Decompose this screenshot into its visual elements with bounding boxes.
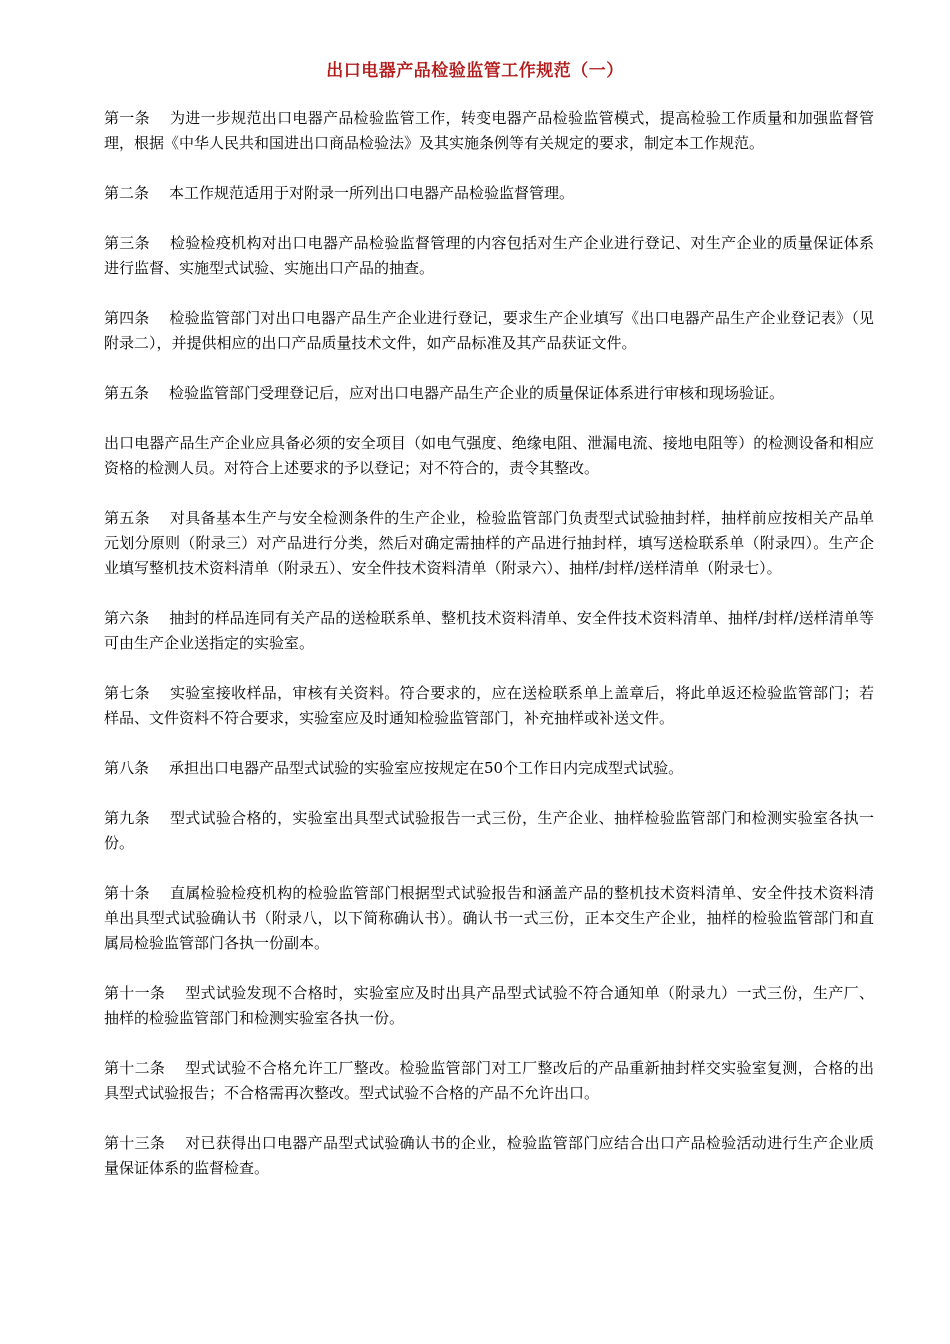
article-label: 第四条 [104,309,150,327]
article-label: 第八条 [104,759,150,777]
article-5 [104,381,874,406]
article-8 [104,756,874,781]
article-5-continuation [104,431,874,481]
article-text: 抽封的样品连同有关产品的送检联系单、整机技术资料清单、安全件技术资料清单、抽样/封样/送样清单等可由生产企业送指定的实验室。 [104,609,874,652]
article-label: 第一条 [104,109,150,127]
document-body [104,106,874,1206]
article-9 [104,806,874,856]
article-11 [104,981,874,1031]
article-7 [104,681,874,731]
article-text: 出口电器产品生产企业应具备必须的安全项目（如电气强度、绝缘电阻、泄漏电流、接地电阻等）的检测设备和相应资格的检测人员。对符合上述要求的予以登记；对不符合的，责令其整改。 [104,434,874,477]
article-text: 承担出口电器产品型式试验的实验室应按规定在50个工作日内完成型式试验。 [169,759,684,777]
article-text: 直属检验检疫机构的检验监管部门根据型式试验报告和涵盖产品的整机技术资料清单、安全件技术资料清单出具型式试验确认书（附录八，以下简称确认书）。确认书一式三份，正本交生产企业，抽样的检验监管部门和直属局检验监管部门各执一份副本。 [104,884,874,952]
article-text: 检验检疫机构对出口电器产品检验监督管理的内容包括对生产企业进行登记、对生产企业的质量保证体系进行监督、实施型式试验、实施出口产品的抽查。 [104,234,874,277]
article-5b [104,506,874,581]
article-3 [104,231,874,281]
article-text: 本工作规范适用于对附录一所列出口电器产品检验监督管理。 [169,184,575,202]
article-6 [104,606,874,656]
article-label: 第十三条 [104,1134,166,1152]
article-1 [104,106,874,156]
article-label: 第三条 [104,234,150,252]
article-text: 实验室接收样品，审核有关资料。符合要求的，应在送检联系单上盖章后，将此单返还检验监管部门；若样品、文件资料不符合要求，实验室应及时通知检验监管部门，补充抽样或补送文件。 [104,684,874,727]
article-text: 型式试验合格的，实验室出具型式试验报告一式三份，生产企业、抽样检验监管部门和检测实验室各执一份。 [104,809,874,852]
article-label: 第十条 [104,884,150,902]
article-label: 第九条 [104,809,150,827]
article-13 [104,1131,874,1181]
article-4 [104,306,874,356]
document-title: 出口电器产品检验监管工作规范（一） [326,61,624,81]
article-text: 检验监管部门对出口电器产品生产企业进行登记，要求生产企业填写《出口电器产品生产企业登记表》（见附录二），并提供相应的出口产品质量技术文件，如产品标准及其产品获证文件。 [104,309,874,352]
article-text: 为进一步规范出口电器产品检验监管工作，转变电器产品检验监管模式，提高检验工作质量和加强监督管理，根据《中华人民共和国进出口商品检验法》及其实施条例等有关规定的要求，制定本工作规范。 [104,109,874,152]
article-text: 对已获得出口电器产品型式试验确认书的企业，检验监管部门应结合出口产品检验活动进行生产企业质量保证体系的监督检查。 [104,1134,874,1177]
article-text: 对具备基本生产与安全检测条件的生产企业，检验监管部门负责型式试验抽封样，抽样前应按相关产品单元划分原则（附录三）对产品进行分类，然后对确定需抽样的产品进行抽封样，填写送检联系单（附录四）。生产企业填写整机技术资料清单（附录五）、安全件技术资料清单（附录六）、抽样/封样/送样清单（附录七）。 [104,509,874,577]
article-2 [104,181,874,206]
article-label: 第五条 [104,384,150,402]
article-label: 第二条 [104,184,150,202]
article-label: 第七条 [104,684,150,702]
article-text: 型式试验发现不合格时，实验室应及时出具产品型式试验不符合通知单（附录九）一式三份，生产厂、抽样的检验监管部门和检测实验室各执一份。 [104,984,874,1027]
article-label: 第十二条 [104,1059,166,1077]
article-12 [104,1056,874,1106]
article-text: 型式试验不合格允许工厂整改。检验监管部门对工厂整改后的产品重新抽封样交实验室复测，合格的出具型式试验报告；不合格需再次整改。型式试验不合格的产品不允许出口。 [104,1059,874,1102]
article-label: 第六条 [104,609,150,627]
article-text: 检验监管部门受理登记后，应对出口电器产品生产企业的质量保证体系进行审核和现场验证。 [169,384,785,402]
article-10 [104,881,874,956]
article-label: 第五条 [104,509,150,527]
article-label: 第十一条 [104,984,166,1002]
